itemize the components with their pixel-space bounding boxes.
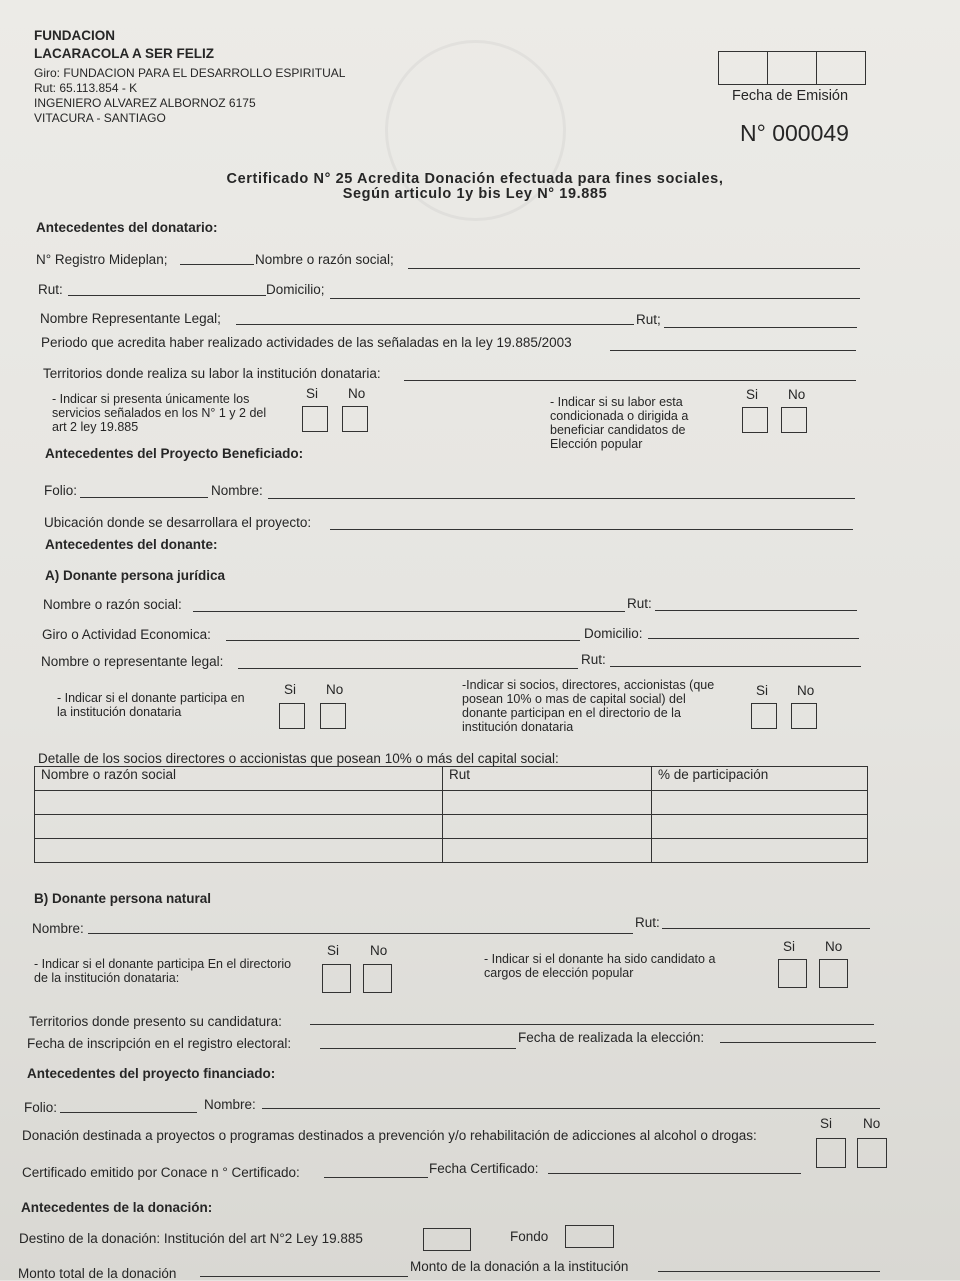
juridica-heading: A) Donante persona jurídica <box>45 568 226 583</box>
periodo-label: Periodo que acredita haber realizado actividades de las señaladas en la ley 19.885/2003 <box>41 335 572 350</box>
fecha-inscripcion-field[interactable] <box>320 1048 516 1049</box>
nat-q2-text: - Indicar si el donante ha sido candidato a cargos de elección popular <box>484 952 716 980</box>
donatario-q2-no-label: No <box>788 387 806 402</box>
pb-ubicacion-label: Ubicación donde se desarrollara el proyecto: <box>44 515 312 530</box>
jur-domicilio-label: Domicilio: <box>584 626 643 641</box>
jur-q1-no-checkbox[interactable] <box>320 703 346 729</box>
nat-territorios-field[interactable] <box>310 1024 874 1025</box>
jur-q2-si-label: Si <box>756 683 769 698</box>
nat-rut-label: Rut: <box>635 915 660 930</box>
donatario-q1-no-checkbox[interactable] <box>342 406 368 432</box>
fecha-emision-label: Fecha de Emisión <box>732 88 849 104</box>
pf-folio-label: Folio: <box>24 1100 58 1115</box>
nat-rut-field[interactable] <box>662 928 870 929</box>
jur-giro-label: Giro o Actividad Economica: <box>42 627 211 642</box>
jur-q2-text: -Indicar si socios, directores, accionistas (que posean 10% o mas de capital social) del donante participan en el directorio de la institución donataria <box>462 678 715 734</box>
jur-q1-si-label: Si <box>284 682 297 697</box>
org-rut: Rut: 65.113.854 - K <box>34 81 138 95</box>
adicciones-label: Donación destinada a proyectos o programas destinados a prevención y/o rehabilitación de adicciones al alcohol o drogas: <box>22 1128 757 1143</box>
table-header: Nombre o razón social <box>35 767 443 791</box>
adicciones-no-label: No <box>863 1116 881 1131</box>
conace-field[interactable] <box>324 1177 428 1178</box>
donatario-nombre-field[interactable] <box>408 268 860 269</box>
conace-label: Certificado emitido por Conace n ° Certificado: <box>22 1165 300 1180</box>
table-cell[interactable] <box>652 839 868 863</box>
donante-heading: Antecedentes del donante: <box>45 537 218 552</box>
donatario-q1-si-label: Si <box>306 386 319 401</box>
jur-representante-label: Nombre o representante legal: <box>41 654 224 669</box>
jur-representante-field[interactable] <box>238 668 578 669</box>
org-city: VITACURA - SANTIAGO <box>34 111 166 125</box>
nat-territorios-label: Territorios donde presento su candidatura: <box>29 1014 282 1029</box>
donatario-rut-field[interactable] <box>68 295 266 296</box>
nat-q1-no-checkbox[interactable] <box>363 964 392 993</box>
representante-rut-label: Rut; <box>636 312 661 327</box>
representante-field[interactable] <box>236 324 634 325</box>
jur-q1-si-checkbox[interactable] <box>279 703 305 729</box>
monto-institucion-field[interactable] <box>658 1271 880 1272</box>
certificate-title-line1: Certificado N° 25 Acredita Donación efectuada para fines sociales, <box>226 171 724 187</box>
proyecto-financiado-heading: Antecedentes del proyecto financiado: <box>27 1066 276 1081</box>
periodo-field[interactable] <box>610 350 856 351</box>
donatario-q2-si-checkbox[interactable] <box>742 407 768 433</box>
table-cell[interactable] <box>652 791 868 815</box>
destino-institucion-box[interactable] <box>423 1228 471 1251</box>
table-cell[interactable] <box>443 815 652 839</box>
table-cell[interactable] <box>652 815 868 839</box>
representante-label: Nombre Representante Legal; <box>40 311 221 326</box>
adicciones-si-label: Si <box>820 1116 833 1131</box>
nat-q1-no-label: No <box>370 943 388 958</box>
monto-total-field[interactable] <box>200 1276 408 1277</box>
territorios-field[interactable] <box>404 380 856 381</box>
registro-label: N° Registro Mideplan; <box>36 252 168 267</box>
representante-rut-field[interactable] <box>664 327 857 328</box>
nat-q1-text: - Indicar si el donante participa En el directorio de la institución donataria: <box>34 957 292 985</box>
nat-nombre-field[interactable] <box>88 933 633 934</box>
pb-folio-field[interactable] <box>80 497 208 498</box>
fecha-certificado-label: Fecha Certificado: <box>429 1161 539 1176</box>
adicciones-no-checkbox[interactable] <box>857 1138 887 1168</box>
pf-folio-field[interactable] <box>60 1112 197 1113</box>
jur-q2-si-checkbox[interactable] <box>751 703 777 729</box>
org-giro: Giro: FUNDACION PARA EL DESARROLLO ESPIRITUAL <box>34 66 346 80</box>
table-header: % de participación <box>652 767 868 791</box>
donatario-q2-si-label: Si <box>746 387 759 402</box>
org-address: INGENIERO ALVAREZ ALBORNOZ 6175 <box>34 96 256 110</box>
table-cell[interactable] <box>35 815 443 839</box>
registro-field[interactable] <box>180 264 254 265</box>
fecha-inscripcion-label: Fecha de inscripción en el registro electoral: <box>27 1036 292 1051</box>
donatario-domicilio-field[interactable] <box>330 298 860 299</box>
pb-folio-label: Folio: <box>44 483 78 498</box>
table-cell[interactable] <box>443 791 652 815</box>
nat-q1-si-checkbox[interactable] <box>322 964 351 993</box>
fondo-label: Fondo <box>510 1229 549 1244</box>
pf-nombre-label: Nombre: <box>204 1097 256 1112</box>
nat-q1-si-label: Si <box>327 943 340 958</box>
proyecto-beneficiado-heading: Antecedentes del Proyecto Beneficiado: <box>45 446 304 461</box>
pb-nombre-field[interactable] <box>268 498 855 499</box>
jur-nombre-field[interactable] <box>193 611 625 612</box>
fondo-box[interactable] <box>565 1225 614 1248</box>
donatario-q2-text: - Indicar si su labor esta condicionada o dirigida a beneficiar candidatos de Elección popular <box>550 395 689 451</box>
jur-rut-label: Rut: <box>627 596 652 611</box>
donacion-heading: Antecedentes de la donación: <box>21 1200 213 1215</box>
nat-q2-no-checkbox[interactable] <box>819 959 848 988</box>
monto-institucion-label: Monto de la donación a la institución <box>410 1259 629 1274</box>
jur-q1-text: - Indicar si el donante participa en la institución donataria <box>57 691 245 719</box>
fecha-eleccion-label: Fecha de realizada la elección: <box>518 1030 705 1045</box>
territorios-label: Territorios donde realiza su labor la institución donataria: <box>43 366 381 381</box>
nat-nombre-label: Nombre: <box>32 921 84 936</box>
pb-nombre-label: Nombre: <box>211 483 263 498</box>
pf-nombre-field[interactable] <box>262 1108 880 1109</box>
jur-domicilio-field[interactable] <box>648 638 859 639</box>
nat-q2-no-label: No <box>825 939 843 954</box>
donatario-q2-no-checkbox[interactable] <box>781 407 807 433</box>
jur-rut-field[interactable] <box>655 610 857 611</box>
donatario-nombre-label: Nombre o razón social; <box>255 252 394 267</box>
table-header: Rut <box>443 767 652 791</box>
destino-label: Destino de la donación: Institución del art N°2 Ley 19.885 <box>19 1231 363 1246</box>
fecha-eleccion-field[interactable] <box>720 1042 876 1043</box>
table-row <box>35 815 868 839</box>
org-name-line1: FUNDACION <box>34 28 115 43</box>
jur-nombre-label: Nombre o razón social: <box>43 597 182 612</box>
table-cell[interactable] <box>443 839 652 863</box>
jur-rut2-field[interactable] <box>610 666 861 667</box>
donatario-q1-text: - Indicar si presenta únicamente los servicios señalados en los N° 1 y 2 del art 2 ley 19.885 <box>52 392 267 434</box>
folio-number: N° 000049 <box>740 120 849 146</box>
jur-q2-no-checkbox[interactable] <box>791 703 817 729</box>
donatario-heading: Antecedentes del donatario: <box>36 220 218 235</box>
table-cell[interactable] <box>35 791 443 815</box>
jur-giro-field[interactable] <box>226 640 580 641</box>
pb-ubicacion-field[interactable] <box>330 529 853 530</box>
fecha-certificado-field[interactable] <box>548 1173 801 1174</box>
table-row <box>35 791 868 815</box>
nat-q2-si-label: Si <box>783 939 796 954</box>
donatario-q1-no-label: No <box>348 386 366 401</box>
donatario-domicilio-label: Domicilio; <box>266 282 325 297</box>
detalle-socios-label: Detalle de los socios directores o accionistas que posean 10% o más del capital social: <box>38 751 559 766</box>
adicciones-si-checkbox[interactable] <box>816 1138 846 1168</box>
org-name-line2: LACARACOLA A SER FELIZ <box>34 46 214 61</box>
table-row <box>35 839 868 863</box>
socios-table <box>34 766 868 863</box>
certificate-title-line2: Según articulo 1y bis Ley N° 19.885 <box>342 186 608 202</box>
donatario-rut-label: Rut: <box>38 282 63 297</box>
nat-q2-si-checkbox[interactable] <box>778 959 807 988</box>
table-header-row <box>35 767 868 791</box>
natural-heading: B) Donante persona natural <box>34 891 212 906</box>
monto-total-label: Monto total de la donación <box>18 1266 177 1281</box>
jur-q2-no-label: No <box>797 683 815 698</box>
fecha-emision-boxes[interactable] <box>718 51 866 85</box>
table-cell[interactable] <box>35 839 443 863</box>
jur-rut2-label: Rut: <box>581 652 606 667</box>
donatario-q1-si-checkbox[interactable] <box>302 406 328 432</box>
jur-q1-no-label: No <box>326 682 344 697</box>
